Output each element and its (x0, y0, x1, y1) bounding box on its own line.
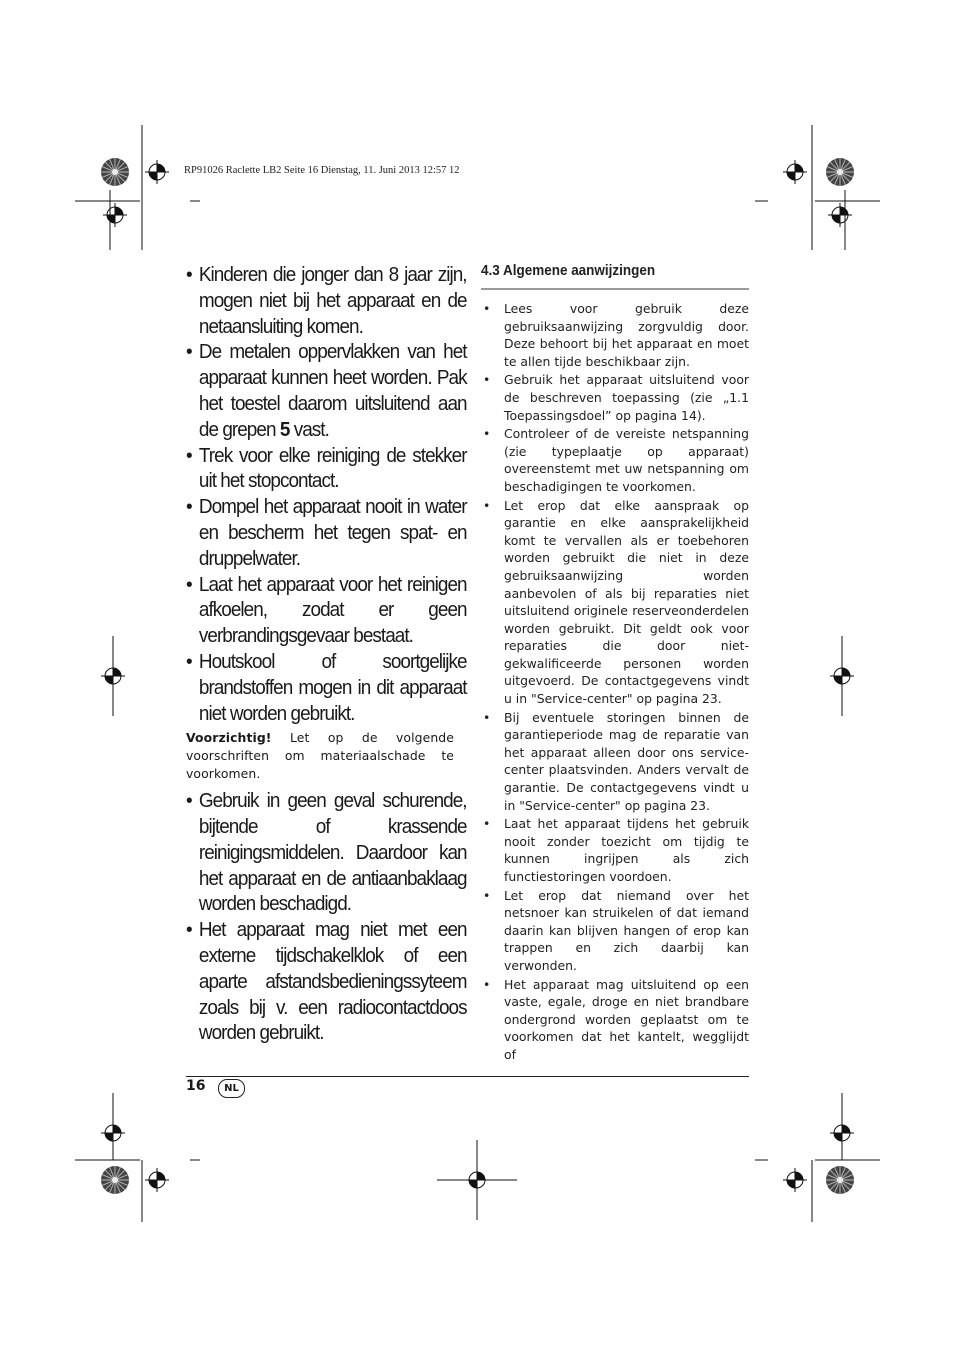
section-heading: 4.3 Algemene aanwijzingen (481, 263, 656, 279)
list-item: • Dompel het apparaat nooit in water en bescherm het tegen spat- en druppelwater. (186, 495, 467, 570)
right-column (481, 300, 749, 1065)
list-item: • Houtskool of soortgelijke brandstoffen mogen in dit apparaat niet worden gebruikt. (186, 649, 467, 725)
list-item: • Lees voor gebruik deze gebruiksaanwijzing zorgvuldig door. Deze behoort bij het apparaat en moet te allen tijde beschikbaar zijn. (483, 301, 749, 369)
list-item: • Gebruik in geen geval schurende, bijtende of krassende reinigingsmiddelen. Daardoor kan het apparaat en de antiaanbaklaag worden beschadigd. (186, 789, 467, 916)
print-info: RP91026 Raclette LB2 Seite 16 Dienstag, 11. Juni 2013 12:57 12 (184, 165, 460, 176)
list-item: • Trek voor elke reiniging de stekker uit het stopcontact. (186, 443, 467, 493)
caution-note: Voorzichtig! Let op de volgende voorschriften om materiaalschade te voorkomen. (186, 730, 454, 781)
left-column (186, 262, 467, 1046)
grip-number: 5 (279, 417, 290, 441)
list-item: • Bij eventuele storingen binnen de garantieperiode mag de reparatie van het apparaat alleen door ons service-center plaatsvinden. Anders vervalt de garantie. De contactgegevens vindt u in "Service-center" op pagina 23. (483, 709, 749, 813)
heading-divider (481, 288, 749, 290)
caution-label: Voorzichtig! (186, 730, 272, 746)
list-item: • Let erop dat niemand over het netsnoer kan struikelen of dat iemand daarin kan blijven hangen of erop kan trappen en zich daarbij kan verwonden. (483, 887, 749, 973)
list-item: • Het apparaat mag uitsluitend op een vaste, egale, droge en niet brandbare ondergrond worden geplaatst om te voorkomen dat het kantelt, wegglijdt of (483, 976, 749, 1062)
list-item: • Laat het apparaat tijdens het gebruik nooit zonder toezicht om tijdig te kunnen ingrijpen als zich functiestoringen voordoen. (483, 816, 749, 884)
page-number: 16 (186, 1078, 206, 1094)
list-item: • Let erop dat elke aanspraak op garantie en elke aansprakelijkheid komt te vervallen als er toebehoren worden gebruikt die niet in deze gebruiksaanwijzing worden aanbevolen of als bij reparaties niet uitsluitend originele reserveonderdelen worden gebruikt. Dit geldt ook voor reparaties die door niet-gekwalificeerde personen worden uitgevoerd. De contactgegevens vindt u in "Service-center" op pagina 23. (483, 497, 749, 707)
list-item: • Het apparaat mag niet met een externe tijdschakelklok of een aparte afstandsbedieningssyteem zoals bij v. een radiocontactdoos worden gebruikt. (186, 918, 467, 1045)
list-item: • De metalen oppervlakken van het apparaat kunnen heet worden. Pak het toestel daarom uitsluitend aan de grepen 5 vast. (186, 340, 467, 441)
list-item: • Gebruik het apparaat uitsluitend voor de beschreven toepassing (zie „1.1 Toepassingsdoel” op pagina 14). (483, 372, 749, 423)
list-item: • Laat het apparaat voor het reinigen afkoelen, zodat er geen verbrandingsgevaar bestaat. (186, 572, 467, 648)
language-badge: NL (218, 1079, 245, 1098)
list-item: • Kinderen die jonger dan 8 jaar zijn, mogen niet bij het apparaat en de netaansluiting komen. (186, 263, 467, 338)
footer-divider (186, 1076, 749, 1077)
list-item: • Controleer of de vereiste netspanning (zie typeplaatje op apparaat) overeenstemt met uw netspanning om beschadigingen te voorkomen. (483, 426, 749, 494)
